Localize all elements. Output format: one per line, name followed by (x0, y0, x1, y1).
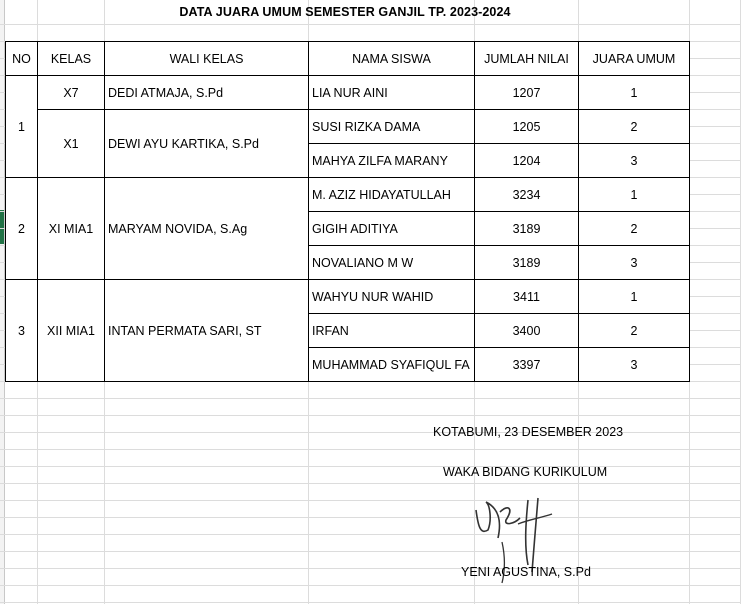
header-nama-siswa[interactable]: NAMA SISWA (309, 42, 475, 76)
cell-jumlah-nilai[interactable]: 3400 (475, 314, 579, 348)
cell-nama-siswa[interactable]: LIA NUR AINI (309, 76, 475, 110)
cell-wali-kelas[interactable]: DEDI ATMAJA, S.Pd (105, 76, 309, 110)
cell-jumlah-nilai[interactable]: 3397 (475, 348, 579, 382)
cell-wali-kelas[interactable]: INTAN PERMATA SARI, ST (105, 280, 309, 382)
header-juara-umum[interactable]: JUARA UMUM (579, 42, 690, 76)
cell-jumlah-nilai[interactable]: 3411 (475, 280, 579, 314)
cell-wali-kelas[interactable]: DEWI AYU KARTIKA, S.Pd (105, 110, 309, 178)
gridline-horizontal (0, 568, 741, 569)
selected-row-marker (0, 210, 4, 244)
table-header-row (6, 42, 690, 76)
gridline-horizontal (0, 585, 741, 586)
gridline-horizontal (0, 551, 741, 552)
cell-wali-kelas[interactable]: MARYAM NOVIDA, S.Ag (105, 178, 309, 280)
cell-nama-siswa[interactable]: M. AZIZ HIDAYATULLAH (309, 178, 475, 212)
header-wali-kelas[interactable]: WALI KELAS (105, 42, 309, 76)
footer-signer-name: YENI AGUSTINA, S.Pd (461, 565, 591, 579)
cell-no[interactable]: 2 (6, 178, 38, 280)
gridline-horizontal (0, 602, 741, 603)
gridline-horizontal (0, 432, 741, 433)
cell-juara-umum[interactable]: 3 (579, 246, 690, 280)
gridline-horizontal (0, 483, 741, 484)
gridline-horizontal (0, 398, 741, 399)
cell-jumlah-nilai[interactable]: 3234 (475, 178, 579, 212)
cell-jumlah-nilai[interactable]: 1207 (475, 76, 579, 110)
table-row (6, 178, 690, 212)
cell-juara-umum[interactable]: 1 (579, 76, 690, 110)
cell-kelas[interactable]: XII MIA1 (38, 280, 105, 382)
page-title: DATA JUARA UMUM SEMESTER GANJIL TP. 2023-2024 (179, 5, 511, 19)
cell-nama-siswa[interactable]: MAHYA ZILFA MARANY (309, 144, 475, 178)
table-row (6, 110, 690, 144)
cell-juara-umum[interactable]: 2 (579, 212, 690, 246)
cell-no[interactable]: 3 (6, 280, 38, 382)
cell-nama-siswa[interactable]: MUHAMMAD SYAFIQUL FA (309, 348, 475, 382)
cell-jumlah-nilai[interactable]: 3189 (475, 212, 579, 246)
gridline-horizontal (0, 415, 741, 416)
cell-jumlah-nilai[interactable]: 1204 (475, 144, 579, 178)
table-row (6, 76, 690, 110)
footer-place-date: KOTABUMI, 23 DESEMBER 2023 (433, 425, 624, 439)
cell-jumlah-nilai[interactable]: 1205 (475, 110, 579, 144)
cell-kelas[interactable]: XI MIA1 (38, 178, 105, 280)
header-no[interactable]: NO (6, 42, 38, 76)
header-kelas[interactable]: KELAS (38, 42, 105, 76)
cell-jumlah-nilai[interactable]: 3189 (475, 246, 579, 280)
cell-nama-siswa[interactable]: GIGIH ADITIYA (309, 212, 475, 246)
gridline-horizontal (0, 500, 741, 501)
cell-kelas[interactable]: X7 (38, 76, 105, 110)
header-jumlah-nilai[interactable]: JUMLAH NILAI (475, 42, 579, 76)
cell-nama-siswa[interactable]: NOVALIANO M W (309, 246, 475, 280)
cell-nama-siswa[interactable]: WAHYU NUR WAHID (309, 280, 475, 314)
cell-juara-umum[interactable]: 2 (579, 314, 690, 348)
gridline-horizontal (0, 466, 741, 467)
cell-juara-umum[interactable]: 1 (579, 280, 690, 314)
cell-juara-umum[interactable]: 1 (579, 178, 690, 212)
cell-nama-siswa[interactable]: SUSI RIZKA DAMA (309, 110, 475, 144)
cell-no[interactable]: 1 (6, 76, 38, 178)
gridline-horizontal (0, 517, 741, 518)
table-row (6, 280, 690, 314)
cell-juara-umum[interactable]: 2 (579, 110, 690, 144)
cell-juara-umum[interactable]: 3 (579, 348, 690, 382)
gridline-horizontal (0, 24, 741, 25)
cell-kelas[interactable]: X1 (38, 110, 105, 178)
gridline-horizontal (0, 534, 741, 535)
champion-table (5, 41, 690, 382)
gridline-horizontal (0, 449, 741, 450)
footer-position: WAKA BIDANG KURIKULUM (443, 465, 608, 479)
cell-nama-siswa[interactable]: IRFAN (309, 314, 475, 348)
cell-juara-umum[interactable]: 3 (579, 144, 690, 178)
